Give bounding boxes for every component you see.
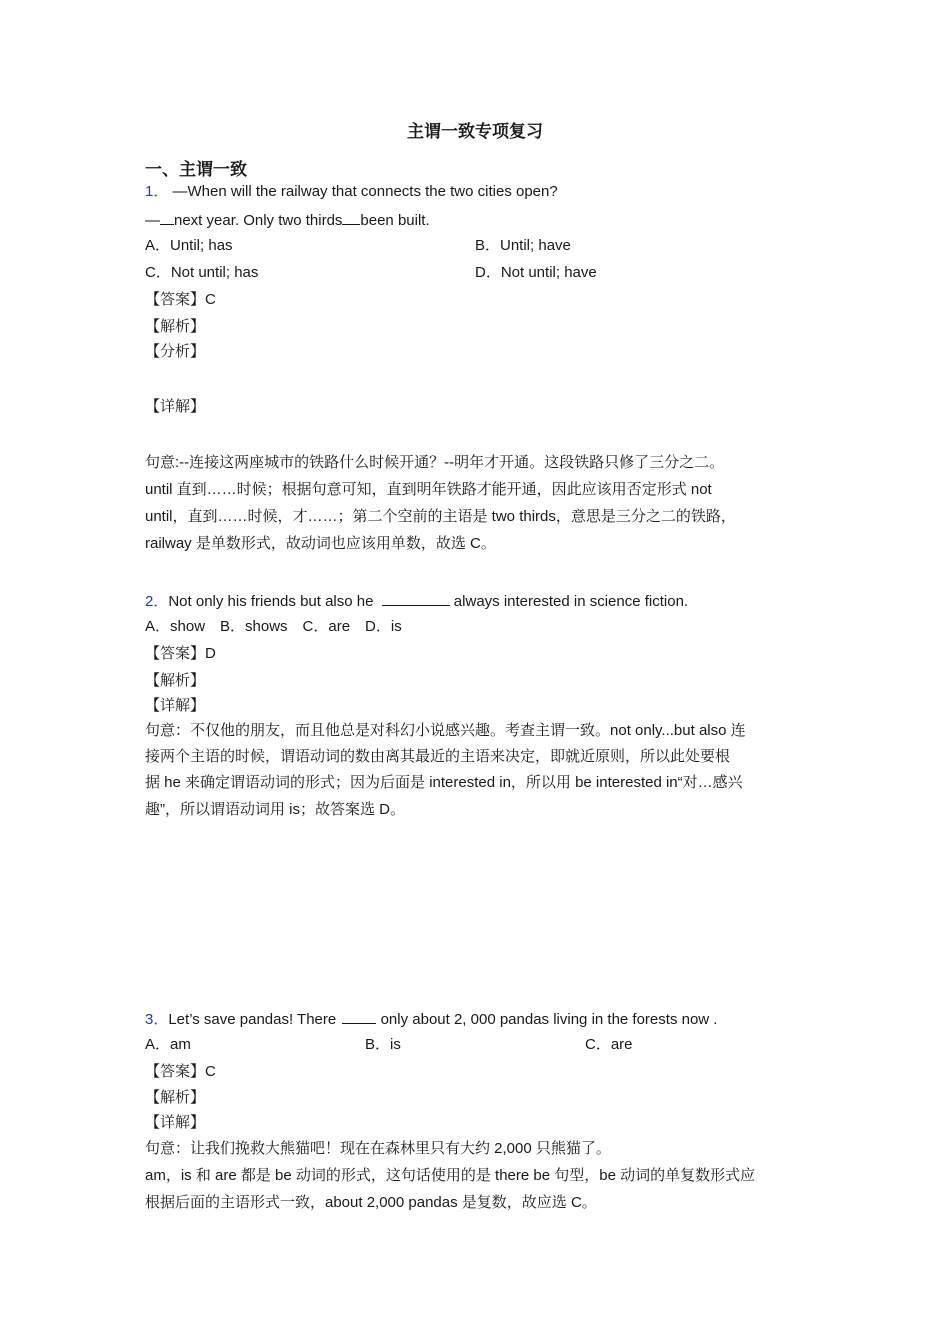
q2-options: A．show B．shows C．are D．is	[145, 618, 402, 635]
q1-stem-line2	[145, 209, 430, 231]
q3-option-a: A．am	[145, 1036, 191, 1053]
q1-xiangjie: 【详解】	[145, 398, 206, 415]
q1-stem-line1	[145, 182, 558, 202]
q3-stem-b: only about 2, 000 pandas living in the forests now .	[376, 1011, 718, 1028]
document-title: 主谓一致专项复习	[407, 122, 543, 141]
q1-line2-dash: —	[145, 212, 160, 229]
q1-line1-text: —When will the railway that connects the two cities open?	[172, 183, 558, 200]
q2-explanation-3: 据 he 来确定谓语动词的形式；因为后面是 interested in，所以用 be interested in“对…感兴	[145, 774, 743, 791]
q2-stem-a: Not only his friends but also he	[168, 593, 378, 610]
q1-line2-mid: next year. Only two thirds	[174, 212, 343, 229]
q3-jiexi: 【解析】	[145, 1089, 206, 1106]
q2-jiexi: 【解析】	[145, 672, 206, 689]
q1-option-b: B．Until; have	[475, 237, 571, 254]
q3-explanation-2: am，is 和 are 都是 be 动词的形式，这句话使用的是 there be 句型，be 动词的单复数形式应	[145, 1167, 756, 1184]
section-heading: 一、主谓一致	[145, 160, 247, 179]
q2-answer: 【答案】D	[145, 645, 216, 662]
q3-option-c: C．are	[585, 1036, 633, 1053]
q3-explanation-3: 根据后面的主语形式一致，about 2,000 pandas 是复数，故应选 C。	[145, 1194, 597, 1211]
q3-option-b: B．is	[365, 1036, 401, 1053]
q1-options-row1	[145, 236, 233, 256]
q2-explanation-4: 趣”，所以谓语动词用 is；故答案选 D。	[145, 801, 405, 818]
q1-jiexi: 【解析】	[145, 318, 206, 335]
q1-answer: 【答案】C	[145, 291, 216, 308]
q1-blank-1	[160, 209, 174, 225]
q1-line2-end: been built.	[360, 212, 430, 229]
q3-stem	[145, 1008, 717, 1030]
q1-option-d: D．Not until; have	[475, 264, 597, 281]
q1-explanation-4: railway 是单数形式，故动词也应该用单数，故选 C。	[145, 535, 496, 552]
q2-stem-b: always interested in science fiction.	[449, 593, 689, 610]
q3-explanation-1: 句意：让我们挽救大熊猫吧！现在在森林里只有大约 2,000 只熊猫了。	[145, 1140, 611, 1157]
q1-blank-2	[342, 209, 360, 225]
q2-explanation-2: 接两个主语的时候，谓语动词的数由离其最近的主语来决定，即就近原则，所以此处要根	[145, 748, 731, 765]
q3-blank	[342, 1008, 376, 1024]
q1-option-a: A．Until; has	[145, 237, 233, 254]
q3-xiangjie: 【详解】	[145, 1114, 206, 1131]
q2-explanation-1: 句意：不仅他的朋友，而且他总是对科幻小说感兴趣。考查主谓一致。not only...but also 连	[145, 722, 746, 739]
q2-blank	[382, 590, 450, 606]
q3-answer: 【答案】C	[145, 1063, 216, 1080]
q1-explanation-2: until 直到……时候；根据句意可知，直到明年铁路才能开通，因此应该用否定形式 not	[145, 481, 712, 498]
q1-option-c: C．Not until; has	[145, 264, 259, 281]
q2-stem	[145, 590, 688, 612]
q2-xiangjie: 【详解】	[145, 697, 206, 714]
q1-fenxi: 【分析】	[145, 343, 206, 360]
q3-stem-a: Let’s save pandas! There	[168, 1011, 341, 1028]
q1-number: 1．	[145, 183, 169, 200]
q1-explanation-3: until，直到……时候，才……；第二个空前的主语是 two thirds，意思是三分之二的铁路，	[145, 508, 736, 525]
q1-explanation-1: 句意:--连接这两座城市的铁路什么时候开通？--明年才开通。这段铁路只修了三分之二。	[145, 454, 725, 471]
q2-number: 2．	[145, 593, 169, 610]
q3-number: 3．	[145, 1011, 169, 1028]
